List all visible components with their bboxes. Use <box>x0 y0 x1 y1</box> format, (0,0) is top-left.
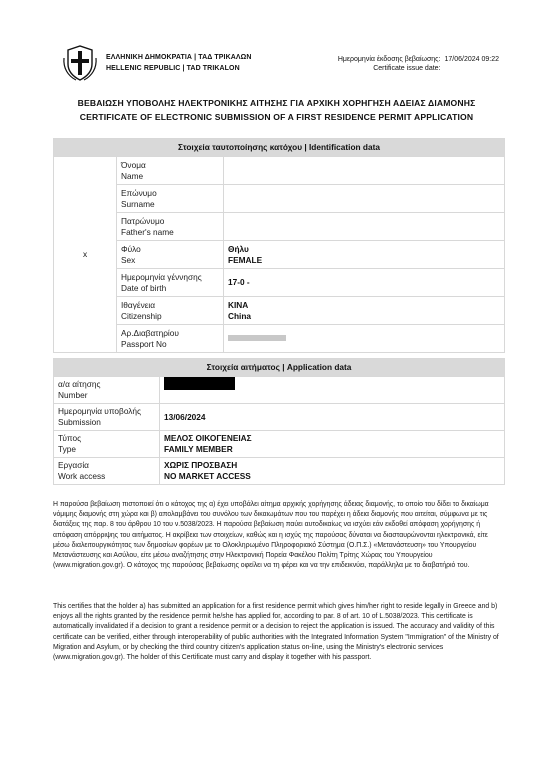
application-table <box>53 358 505 485</box>
id-value-fathers-name <box>224 213 505 241</box>
id-value-passport <box>224 325 505 353</box>
application-number-redaction <box>164 377 235 390</box>
holder-photo-placeholder: x <box>54 157 117 353</box>
id-label-name: Όνομα Name <box>117 157 224 185</box>
org-line-greek: ΕΛΛΗΝΙΚΗ ΔΗΜΟΚΡΑΤΙΑ | ΤΑΔ ΤΡΙΚΑΛΩΝ <box>106 54 252 61</box>
app-value-number <box>160 377 505 404</box>
certification-text-english: This certifies that the holder a) has submitted an application for a first residence permit which gives him/her right to reside legally in Greece and b) enjoys all the rights granted by the residence permit he/she has applied for, according to par. 8 of art. 10 of L.5038/2023. This certificate is automatically invalidated if a decision to grant a residence permit or a decision to reject the application is issued. The accuracy and validity of this certificate can be verified, either through interoperability of public authorities with the Integrated Information System "Immigration" of the Ministry of Migration and Asylum, or by checking the third country citizen's application status on-line, using the Ministry's electronic services (www.migration.gov.gr). The holder of this Certificate must carry and display it together with his passport. <box>53 603 499 662</box>
issue-date-label-greek: Ημερομηνία έκδοσης βεβαίωσης: <box>337 56 441 63</box>
app-label-type: Τύπος Type <box>54 431 160 458</box>
title-english: CERTIFICATE OF ELECTRONIC SUBMISSION OF A FIRST RESIDENCE PERMIT APPLICATION <box>79 111 474 122</box>
id-label-passport: Αρ.Διαβατηρίου Passport No <box>117 325 224 353</box>
issue-date-block <box>338 55 499 73</box>
identification-section-title: Στοιχεία ταυτοποίησης κατόχου | Identification data <box>54 139 505 157</box>
application-section-title: Στοιχεία αιτήματος | Application data <box>54 359 505 377</box>
id-value-surname <box>224 185 505 213</box>
title-greek: ΒΕΒΑΙΩΣΗ ΥΠΟΒΟΛΗΣ ΗΛΕΚΤΡΟΝΙΚΗΣ ΑΙΤΗΣΗΣ ΓΙΑ ΑΡΧΙΚΗ ΧΟΡΗΓΗΣΗ ΑΔΕΙΑΣ ΔΙΑΜΟΝΗΣ <box>77 98 476 108</box>
org-line-english: HELLENIC REPUBLIC | TAD TRIKALON <box>106 65 240 72</box>
id-value-sex: Θήλυ FEMALE <box>224 241 505 269</box>
passport-redaction <box>228 335 286 341</box>
issue-date-value: 17/06/2024 09:22 <box>444 56 499 63</box>
app-value-submission: 13/06/2024 <box>160 404 505 431</box>
id-label-sex: Φύλο Sex <box>117 241 224 269</box>
id-value-citizenship: ΚΙΝΑ China <box>224 297 505 325</box>
app-label-submission: Ημερομηνία υποβολής Submission <box>54 404 160 431</box>
id-label-surname: Επώνυμο Surname <box>117 185 224 213</box>
id-label-fathers-name: Πατρώνυμο Father's name <box>117 213 224 241</box>
identification-table <box>53 138 505 353</box>
document-title <box>0 97 553 124</box>
app-label-work-access: Εργασία Work access <box>54 458 160 485</box>
header-left <box>62 44 252 82</box>
id-value-name <box>224 157 505 185</box>
id-value-date-of-birth: 17-0 - <box>224 269 505 297</box>
app-value-type: ΜΕΛΟΣ ΟΙΚΟΓΕΝΕΙΑΣ FAMILY MEMBER <box>160 431 505 458</box>
greek-coat-of-arms-icon <box>62 44 98 82</box>
issue-date-label-english: Certificate issue date: <box>373 65 441 72</box>
certification-text-greek: Η παρούσα βεβαίωση πιστοποιεί ότι ο κάτοχος της α) έχει υποβάλει αίτημα αρχικής χορήγησης άδειας διαμονής, το οποίο του δίδει το δικαίωμα νόμιμης διαμονής στη χώρα και β) απολαμβάνει του συνόλου των δικαιωμάτων που του παρέχει η άδεια διαμονής που αιτείται, σύμφωνα με τις διατάξεις της παρ. 8 του άρθρου 10 του ν.5038/2023. Η παρούσα βεβαίωση παύει αυτοδικαίως να ισχύει εάν εκδοθεί απόφαση χορήγησης ή απόφαση απόρριψης του αιτήματος. Η ακρίβεια των στοιχείων, καθώς και η ισχύς της παρούσας δύναται να διασταυρώνονται ηλεκτρονικά, είτε μέσω διαλειτουργικότητας των δημοσίων φορέων με το Ολοκληρωμένο Πληροφοριακό Σύστημα (Ο.Π.Σ.) «Μετανάστευση» του Υπουργείου Μετανάστευσης και Ασύλου, είτε μέσω αναζήτησης στην Ηλεκτρονική Πορεία Φακέλου Πολίτη Τρίτης Χώρας του Υπουργείου (www.migration.gov.gr). Ο κάτοχος της παρούσας βεβαίωσης οφείλει να τη φέρει και να την επιδεικνύει, παράλληλα με το διαβατήριό του. <box>53 501 489 570</box>
app-label-number: α/α αίτησης Number <box>54 377 160 404</box>
id-label-date-of-birth: Ημερομηνία γέννησης Date of birth <box>117 269 224 297</box>
app-value-work-access: ΧΩΡΙΣ ΠΡΟΣΒΑΣΗ NO MARKET ACCESS <box>160 458 505 485</box>
id-label-citizenship: Ιθαγένεια Citizenship <box>117 297 224 325</box>
